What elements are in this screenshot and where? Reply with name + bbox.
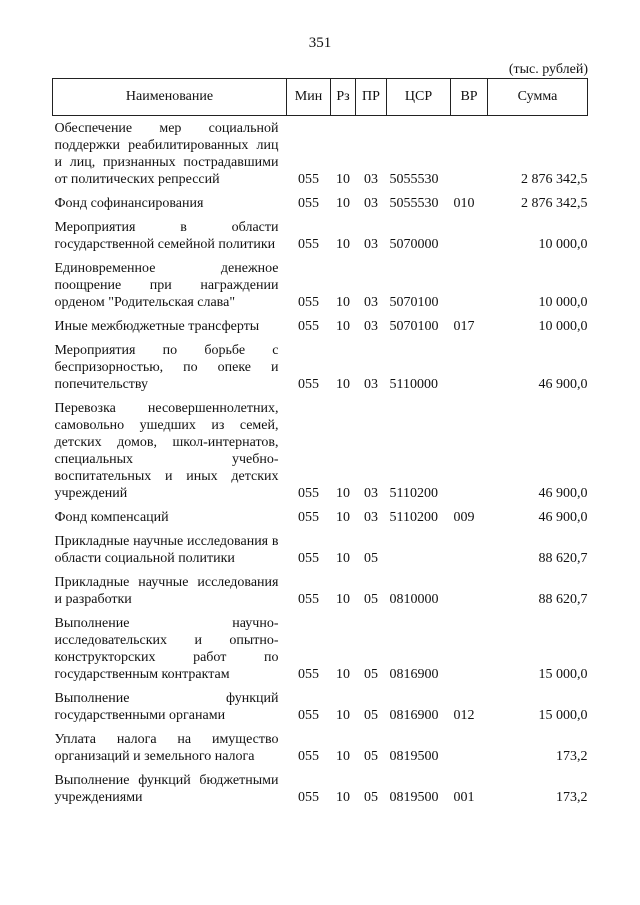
table-row — [53, 338, 588, 396]
cell-vr: 012 — [453, 708, 475, 723]
cell-pr: 05 — [364, 749, 378, 764]
cell-csr: 5055530 — [389, 196, 439, 211]
table-row — [53, 570, 588, 611]
table-row — [53, 215, 588, 256]
header-sum: Сумма — [488, 79, 588, 116]
cell-name: Иные межбюджетные трансферты — [54, 319, 260, 334]
cell-csr: 0819500 — [389, 790, 439, 805]
cell-name: Выполнение научно-исследовательских и опытно-конструкторских работ по государственным контрактам — [54, 616, 279, 682]
cell-rz: 10 — [336, 551, 350, 566]
cell-csr: 5070000 — [389, 237, 439, 252]
cell-csr: 0816900 — [389, 667, 439, 682]
cell-vr — [451, 256, 488, 314]
cell-csr: 5070100 — [389, 295, 439, 310]
cell-sum: 2 876 342,5 — [521, 172, 588, 187]
cell-min: 055 — [298, 237, 319, 252]
header-name: Наименование — [53, 79, 287, 116]
cell-name: Единовременное денежное поощрение при награждении орденом "Родительская слава" — [54, 261, 279, 310]
cell-sum: 88 620,7 — [538, 551, 588, 566]
cell-sum: 10 000,0 — [538, 295, 588, 310]
cell-vr — [451, 570, 488, 611]
table-row — [53, 686, 588, 727]
cell-rz: 10 — [336, 592, 350, 607]
cell-pr: 05 — [364, 551, 378, 566]
cell-csr: 0810000 — [389, 592, 439, 607]
header-vr: ВР — [451, 79, 488, 116]
cell-vr — [451, 727, 488, 768]
cell-pr: 03 — [364, 295, 378, 310]
table-body — [53, 116, 588, 810]
table-row — [53, 505, 588, 529]
cell-pr: 03 — [364, 172, 378, 187]
cell-pr: 03 — [364, 486, 378, 501]
cell-rz: 10 — [336, 510, 350, 525]
cell-pr: 05 — [364, 790, 378, 805]
cell-pr: 05 — [364, 708, 378, 723]
cell-sum: 15 000,0 — [538, 708, 588, 723]
table-row — [53, 727, 588, 768]
header-rz: Рз — [331, 79, 356, 116]
cell-sum: 88 620,7 — [538, 592, 588, 607]
cell-rz: 10 — [336, 237, 350, 252]
cell-vr — [451, 338, 488, 396]
table-row — [53, 256, 588, 314]
cell-csr: 5055530 — [389, 172, 439, 187]
table-header — [53, 79, 588, 116]
units-label: (тыс. рублей) — [508, 62, 588, 77]
table-row — [53, 314, 588, 338]
cell-pr: 03 — [364, 319, 378, 334]
cell-csr: 5110200 — [389, 510, 438, 525]
cell-vr — [451, 396, 488, 505]
table-row — [53, 396, 588, 505]
cell-vr — [451, 611, 488, 686]
cell-vr — [451, 116, 488, 192]
cell-min: 055 — [298, 667, 319, 682]
cell-min: 055 — [298, 295, 319, 310]
header-csr: ЦСР — [387, 79, 451, 116]
cell-min: 055 — [298, 592, 319, 607]
cell-name: Выполнение функций государственными органами — [54, 691, 279, 723]
cell-sum: 15 000,0 — [538, 667, 588, 682]
cell-rz: 10 — [336, 790, 350, 805]
cell-sum: 2 876 342,5 — [521, 196, 588, 211]
cell-name: Прикладные научные исследования и разработки — [54, 575, 279, 607]
table-row — [53, 529, 588, 570]
cell-csr: 0816900 — [389, 708, 439, 723]
cell-min: 055 — [298, 749, 319, 764]
cell-name: Выполнение функций бюджетными учреждениями — [54, 773, 279, 805]
cell-pr: 05 — [364, 592, 378, 607]
cell-min: 055 — [298, 319, 319, 334]
cell-rz: 10 — [336, 708, 350, 723]
cell-csr: 0819500 — [389, 749, 439, 764]
cell-pr: 03 — [364, 377, 378, 392]
cell-vr: 009 — [453, 510, 475, 525]
cell-min: 055 — [298, 790, 319, 805]
cell-rz: 10 — [336, 749, 350, 764]
cell-vr — [451, 529, 488, 570]
cell-pr: 03 — [364, 196, 378, 211]
cell-min: 055 — [298, 510, 319, 525]
cell-csr — [387, 529, 451, 570]
cell-name: Уплата налога на имущество организаций и земельного налога — [54, 732, 279, 764]
cell-name: Мероприятия по борьбе с беспризорностью, по опеке и попечительству — [54, 343, 279, 392]
page-number: 351 — [308, 35, 332, 51]
header-pr: ПР — [356, 79, 387, 116]
cell-pr: 03 — [364, 237, 378, 252]
table-row — [53, 611, 588, 686]
cell-name: Фонд компенсаций — [54, 510, 169, 525]
cell-vr: 001 — [453, 790, 475, 805]
cell-name: Фонд софинансирования — [54, 196, 204, 211]
cell-sum: 173,2 — [556, 749, 588, 764]
budget-table — [52, 78, 588, 809]
cell-rz: 10 — [336, 319, 350, 334]
cell-rz: 10 — [336, 295, 350, 310]
cell-name: Прикладные научные исследования в области социальной политики — [54, 534, 279, 566]
cell-sum: 10 000,0 — [538, 237, 588, 252]
cell-sum: 10 000,0 — [538, 319, 588, 334]
cell-vr: 010 — [453, 196, 475, 211]
cell-min: 055 — [298, 551, 319, 566]
table-row — [53, 191, 588, 215]
cell-vr: 017 — [453, 319, 475, 334]
cell-pr: 05 — [364, 667, 378, 682]
cell-rz: 10 — [336, 377, 350, 392]
cell-csr: 5110000 — [389, 377, 438, 392]
cell-csr: 5110200 — [389, 486, 438, 501]
table-row — [53, 116, 588, 192]
cell-sum: 46 900,0 — [538, 486, 588, 501]
cell-name: Обеспечение мер социальной поддержки реабилитированных лиц и лиц, признанных пострадавшими от политических репрессий — [54, 121, 279, 187]
cell-rz: 10 — [336, 172, 350, 187]
cell-sum: 46 900,0 — [538, 377, 588, 392]
cell-csr: 5070100 — [389, 319, 439, 334]
cell-min: 055 — [298, 377, 319, 392]
table-row — [53, 768, 588, 809]
header-min: Мин — [287, 79, 331, 116]
cell-rz: 10 — [336, 486, 350, 501]
cell-sum: 46 900,0 — [538, 510, 588, 525]
cell-min: 055 — [298, 196, 319, 211]
cell-name: Мероприятия в области государственной семейной политики — [54, 220, 279, 252]
cell-sum: 173,2 — [556, 790, 588, 805]
cell-rz: 10 — [336, 196, 350, 211]
cell-min: 055 — [298, 172, 319, 187]
cell-min: 055 — [298, 486, 319, 501]
cell-pr: 03 — [364, 510, 378, 525]
cell-name: Перевозка несовершеннолетних, самовольно ушедших из семей, детских домов, школ-интернатов, специальных учебно-воспитательных и иных детских учреждений — [54, 401, 279, 501]
cell-min: 055 — [298, 708, 319, 723]
cell-vr — [451, 215, 488, 256]
cell-rz: 10 — [336, 667, 350, 682]
